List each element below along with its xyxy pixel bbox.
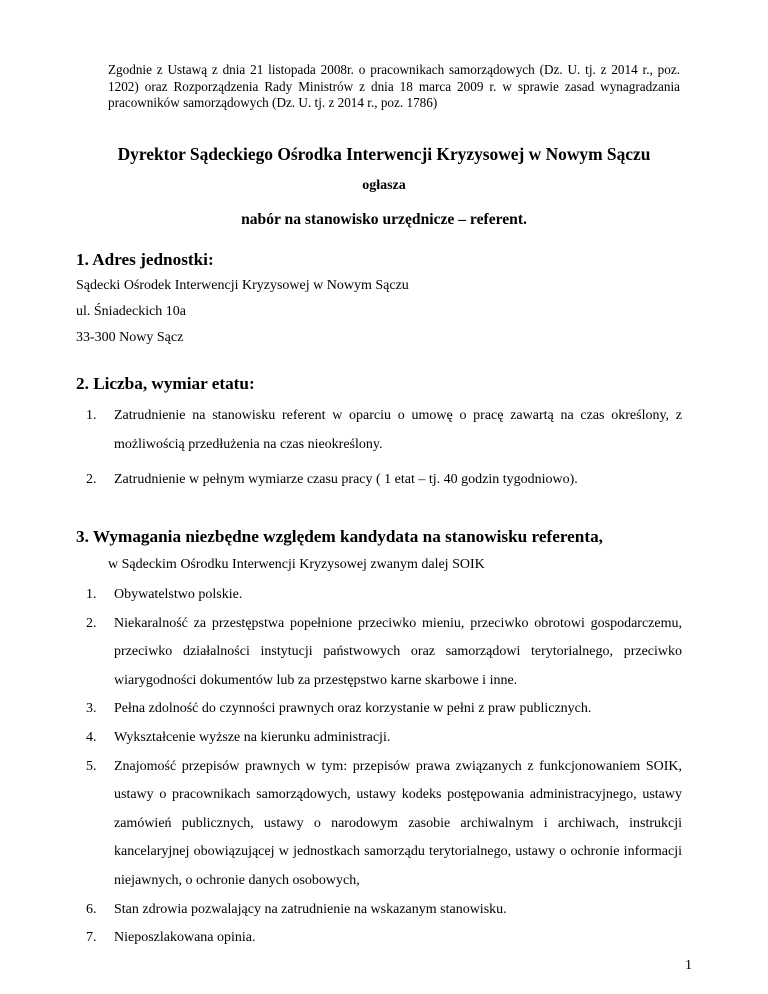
legal-basis-paragraph: Zgodnie z Ustawą z dnia 21 listopada 2008r. o pracownikach samorządowych (Dz. U. tj. z 2014 r., poz. 1202) oraz Rozporządzenia Rady Ministrów z dnia 18 marca 2009 r. w sprawie zasad wynagradzania pracowników samorządowych (Dz. U. tj. z 2014 r., poz. 1786) — [108, 62, 680, 110]
list-item — [86, 466, 682, 495]
address-line-1: Sądecki Ośrodek Interwencji Kryzysowej w Nowym Sączu — [76, 278, 409, 293]
list-item-number: 2. — [86, 615, 97, 631]
list-item — [86, 581, 682, 610]
address-line-2: ul. Śniadeckich 10a — [76, 304, 187, 319]
list-item-number: 1. — [86, 587, 97, 602]
recruitment-line: nabór na stanowisko urzędnicze – referent. — [241, 211, 527, 228]
list-item-number: 4. — [86, 729, 97, 745]
list-item-number: 6. — [86, 901, 97, 917]
announces-line: ogłasza — [362, 178, 406, 193]
section-3-heading: 3. Wymagania niezbędne względem kandydata na stanowisku referenta, — [76, 527, 603, 546]
address-line-3: 33-300 Nowy Sącz — [76, 330, 184, 345]
list-item — [86, 402, 682, 459]
list-item-number: 7. — [86, 930, 97, 946]
list-item — [86, 724, 682, 753]
list-item-text: Zatrudnienie w pełnym wymiarze czasu pracy ( 1 etat – tj. 40 godzin tygodniowo). — [114, 472, 578, 488]
section-2-list — [86, 402, 682, 495]
list-item-text: Wykształcenie wyższe na kierunku administracji. — [114, 729, 391, 745]
list-item-number: 1. — [86, 408, 97, 423]
section-3-list — [86, 581, 682, 953]
list-item-text: Pełna zdolność do czynności prawnych oraz korzystanie w pełni z praw publicznych. — [114, 701, 592, 717]
list-item-number: 5. — [86, 758, 97, 774]
list-item-text: Zatrudnienie na stanowisku referent w oparciu o umowę o pracę zawartą na czas określony, z możliwością przedłużenia na czas nieokreślony. — [114, 408, 682, 452]
section-1-heading: 1. Adres jednostki: — [76, 250, 214, 269]
list-item-text: Znajomość przepisów prawnych w tym: przepisów prawa związanych z funkcjonowaniem SOIK, ustawy o pracownikach samorządowych, ustawy kodeks postępowania administracyjnego, ustawy zamówień publicznych, ustawy o narodowym zasobie archiwalnym i archiwach, instrukcji kancelaryjnej obowiązującej w jednostkach samorządu terytorialnego, ustawy o ochronie informacji niejawnych, o ochronie danych osobowych, — [114, 758, 682, 888]
list-item — [86, 896, 682, 925]
list-item-text: Stan zdrowia pozwalający na zatrudnienie na wskazanym stanowisku. — [114, 901, 507, 917]
list-item — [86, 695, 682, 724]
list-item-text: Nieposzlakowana opinia. — [114, 930, 256, 946]
list-item-number: 2. — [86, 472, 97, 488]
list-item — [86, 610, 682, 696]
list-item-text: Obywatelstwo polskie. — [114, 587, 243, 602]
section-2-heading: 2. Liczba, wymiar etatu: — [76, 374, 255, 393]
page-number: 1 — [685, 958, 692, 973]
list-item-number: 3. — [86, 701, 97, 717]
section-3-intro: w Sądeckim Ośrodku Interwencji Kryzysowej zwanym dalej SOIK — [108, 557, 485, 572]
document-title: Dyrektor Sądeckiego Ośrodka Interwencji Kryzysowej w Nowym Sączu — [117, 144, 651, 164]
list-item — [86, 753, 682, 896]
list-item — [86, 924, 682, 953]
list-item-text: Niekaralność za przestępstwa popełnione przeciwko mieniu, przeciwko obrotowi gospodarczemu, przeciwko działalności instytucji państwowych oraz samorządowi terytorialnego, przeciwko wiarygodności dokumentów lub za przestępstwo karne skarbowe i inne. — [114, 615, 682, 688]
